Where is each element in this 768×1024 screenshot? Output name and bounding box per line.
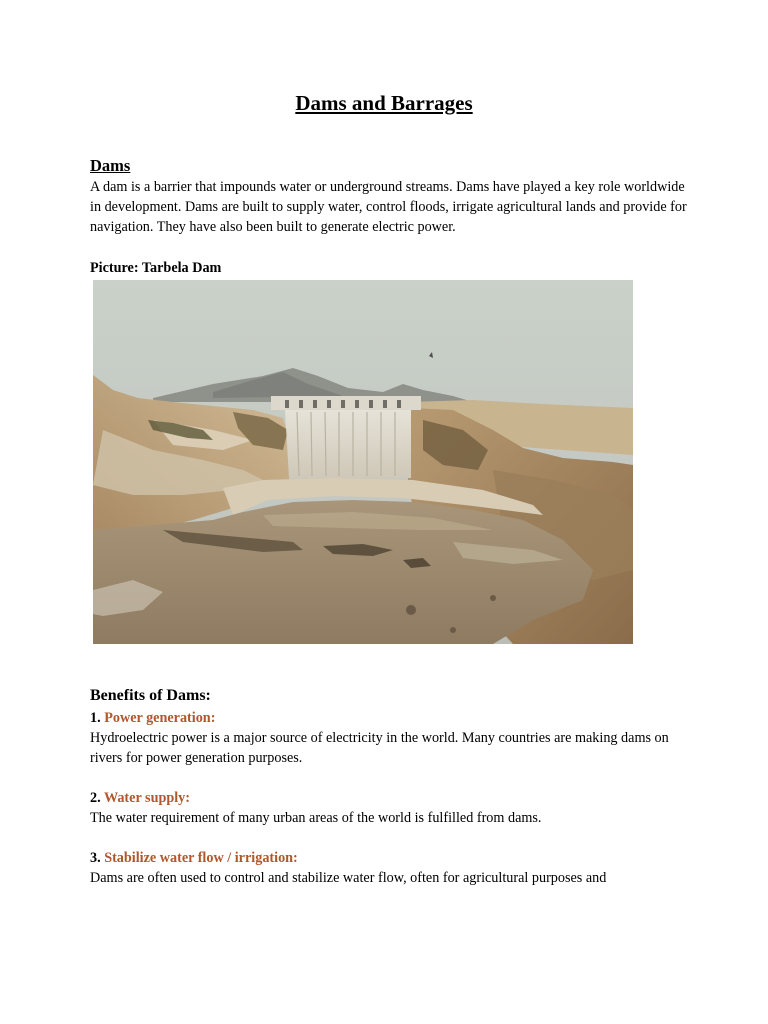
- benefit-heading-2: [90, 788, 190, 808]
- benefit-title-3: Stabilize water flow / irrigation:: [104, 850, 298, 866]
- benefit-heading-3: [90, 848, 298, 868]
- benefit-title-2: Water supply:: [103, 790, 190, 806]
- benefit-title-1: Power generation:: [104, 710, 216, 726]
- benefit-number-3: 3.: [90, 850, 101, 866]
- section-heading-dams: Dams: [90, 156, 131, 175]
- benefit-text-3: Dams are often used to control and stabilize water flow, often for agricultural purposes and: [90, 870, 607, 886]
- dam-photo: [93, 280, 633, 644]
- benefit-text-1: Hydroelectric power is a major source of electricity in the world. Many countries are making dams on rivers for power generation purposes.: [90, 730, 669, 766]
- page-title: Dams and Barrages: [295, 91, 473, 115]
- benefit-heading-1: [90, 708, 215, 728]
- intro-paragraph: A dam is a barrier that impounds water or underground streams. Dams have played a key role worldwide in development. Dams are built to supply water, control floods, irrigate agricultural lands and provide for navigation. They have also been built to generate electric power.: [90, 179, 687, 235]
- benefit-number-1: 1.: [90, 710, 101, 726]
- benefits-heading: Benefits of Dams:: [90, 687, 211, 704]
- benefit-number-2: 2.: [90, 790, 101, 806]
- benefit-text-2: The water requirement of many urban areas of the world is fulfilled from dams.: [90, 810, 542, 826]
- picture-caption: Picture: Tarbela Dam: [90, 260, 222, 276]
